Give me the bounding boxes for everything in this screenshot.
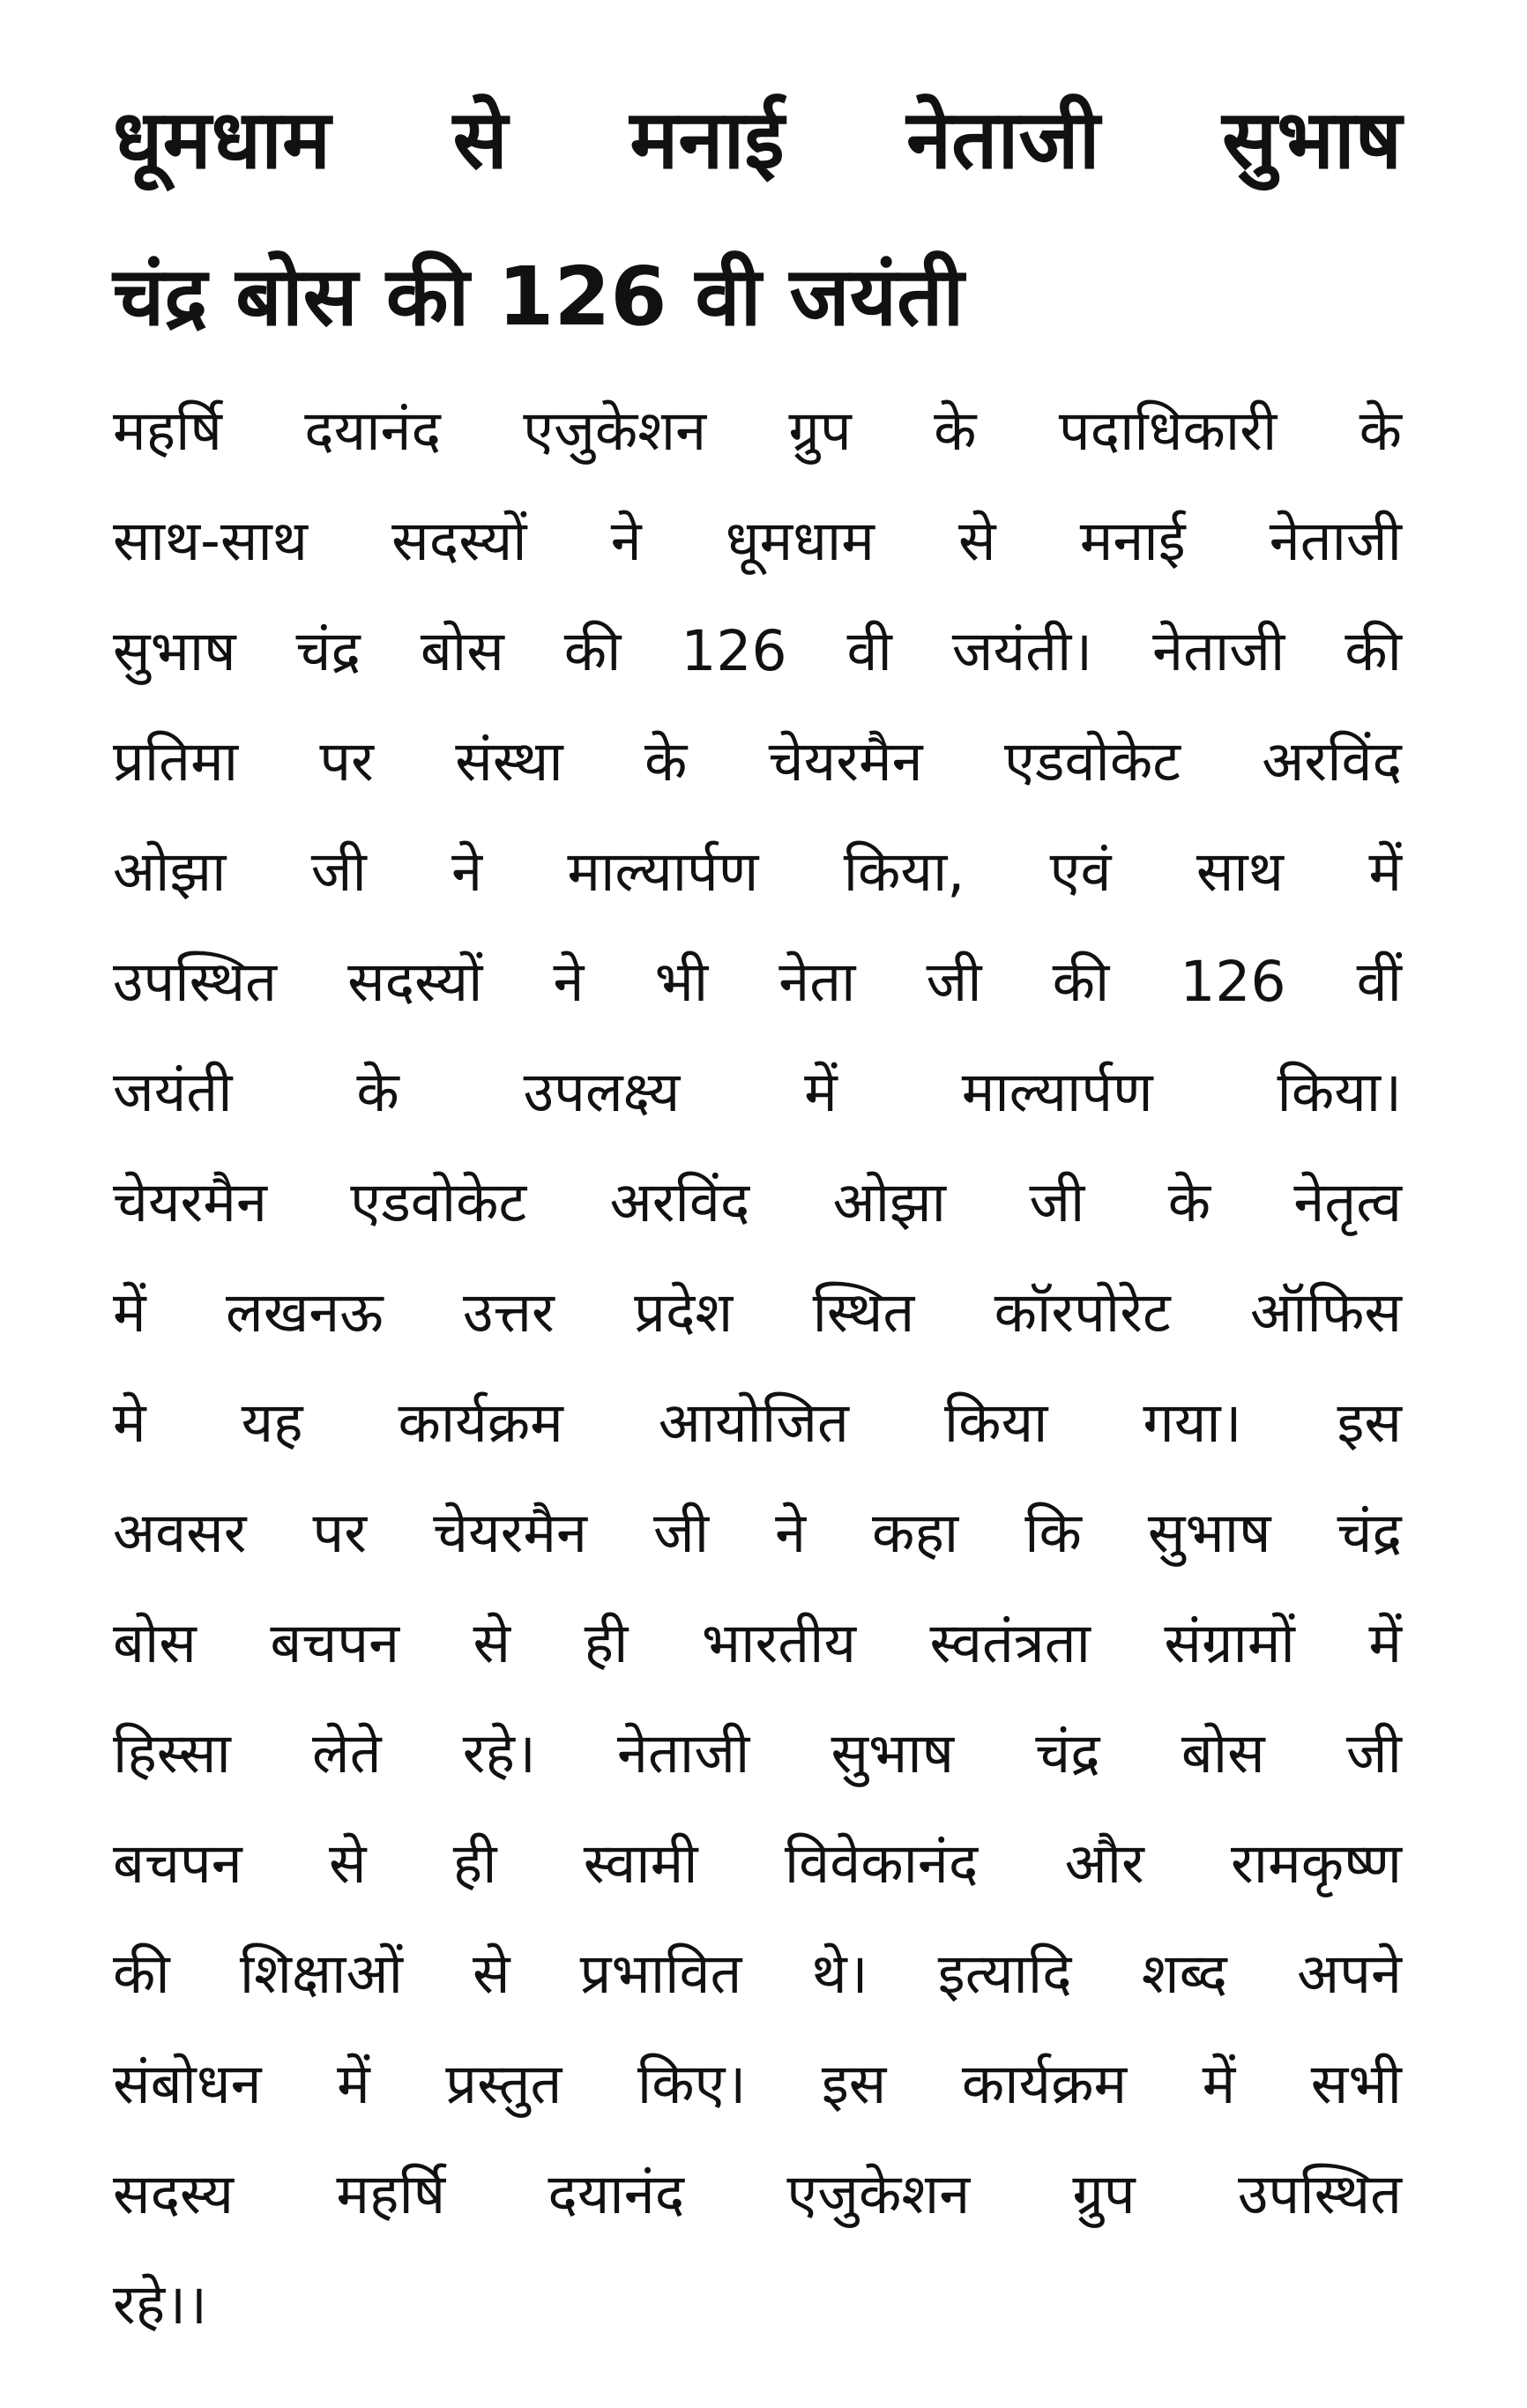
body-line: अवसर पर चेयरमैन जी ने कहा कि सुभाष चंद्र: [113, 1501, 1402, 1565]
body-line: साथ-साथ सदस्यों ने धूमधाम से मनाई नेताजी: [113, 509, 1402, 573]
body-line: चेयरमैन एडवोकेट अरविंद ओझा जी के नेतृत्व: [113, 1170, 1402, 1234]
body-line: रहे।।: [113, 2272, 207, 2337]
body-line: मे यह कार्यक्रम आयोजित किया गया। इस: [113, 1390, 1402, 1455]
body-line: बचपन से ही स्वामी विवेकानंद और रामकृष्ण: [113, 1831, 1402, 1896]
news-article: [113, 62, 1402, 2360]
body-line: संबोधन में प्रस्तुत किए। इस कार्यक्रम में सभी: [113, 2052, 1402, 2116]
body-line: हिस्सा लेते रहे। नेताजी सुभाष चंद्र बोस जी: [113, 1721, 1402, 1785]
body-line: सदस्य महर्षि दयानंद एजुकेशन ग्रुप उपस्थित: [113, 2162, 1402, 2226]
body-line: की शिक्षाओं से प्रभावित थे। इत्यादि शब्द अपने: [113, 1942, 1402, 2006]
article-body: [113, 376, 1402, 2360]
body-line: सुभाष चंद्र बोस की 126 वी जयंती। नेताजी की: [113, 619, 1402, 683]
headline: [113, 62, 1402, 376]
body-line: में लखनऊ उत्तर प्रदेश स्थित कॉरपोरेट ऑफिस: [113, 1280, 1402, 1345]
body-line: जयंती के उपलक्ष्य में माल्यार्पण किया।: [113, 1060, 1402, 1124]
body-line: ओझा जी ने माल्यार्पण किया, एवं साथ में: [113, 839, 1402, 904]
body-line: बोस बचपन से ही भारतीय स्वतंत्रता संग्रामों में: [113, 1611, 1402, 1675]
headline-line: धूमधाम से मनाई नेताजी सुभाष: [113, 93, 1402, 187]
body-line: प्रतिमा पर संस्था के चेयरमैन एडवोकेट अरविंद: [113, 729, 1402, 794]
headline-line: चंद्र बोस की 126 वी जयंती: [113, 250, 965, 344]
body-line: उपस्थित सदस्यों ने भी नेता जी की 126 वीं: [113, 950, 1402, 1014]
body-line: महर्षि दयानंद एजुकेशन ग्रुप के पदाधिकारी के: [113, 399, 1402, 463]
